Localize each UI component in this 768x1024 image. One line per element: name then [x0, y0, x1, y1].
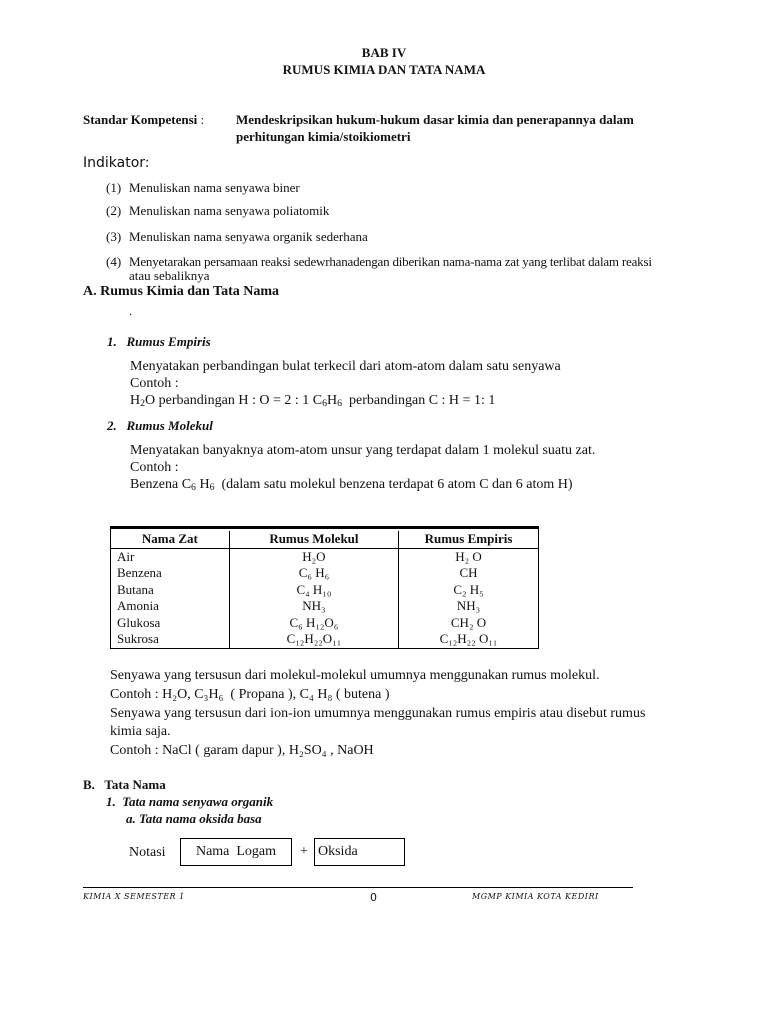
item-number: (1): [106, 180, 122, 195]
cell-empiris: H₂ O: [399, 548, 538, 565]
standar-colon: :: [200, 112, 205, 127]
item-text: Menuliskan nama senyawa poliatomik: [129, 203, 330, 218]
table-row: [111, 615, 538, 632]
indikator-item-4-cont: atau sebaliknya: [129, 268, 210, 283]
page-number: 0: [370, 891, 377, 904]
standar-label-text: Standar Kompetensi: [83, 112, 198, 127]
indikator-item-4: [106, 254, 652, 270]
footer-right: MGMP KIMIA KOTA KEDIRI: [472, 892, 599, 901]
cell-nama: Air: [117, 548, 135, 564]
standar-line2: perhitungan kimia/stoikiometri: [236, 129, 411, 144]
indikator-item-2: [106, 203, 330, 219]
section-a-heading: A. Rumus Kimia dan Tata Nama: [83, 284, 280, 299]
indikator-item-1: [106, 180, 300, 196]
item-text: Menuliskan nama senyawa biner: [129, 180, 300, 195]
para-contoh-molekul: Contoh : H₂O, C₃H₆ ( Propana ), C₄ H₈ ( butena ): [110, 687, 390, 702]
notasi-plus: +: [300, 844, 308, 859]
indikator-label: Indikator:: [83, 155, 150, 171]
footer-rule: [83, 887, 633, 888]
page-title: RUMUS KIMIA DAN TATA NAMA: [282, 62, 486, 77]
table-header-row: [111, 531, 538, 548]
subsection-oksida-basa: a. Tata nama oksida basa: [126, 811, 262, 826]
item-number: (3): [106, 229, 122, 244]
subsection-rumus-molekul: 2. Rumus Molekul: [107, 418, 213, 433]
footer-left: KIMIA X SEMESTER 1: [83, 892, 185, 901]
cell-nama: Glukosa: [117, 614, 161, 630]
cell-molekul: C₆ H₆: [229, 565, 398, 582]
item-number: (2): [106, 203, 122, 218]
cell-empiris: NH₃: [399, 598, 538, 615]
subsection-organik: 1. Tata nama senyawa organik: [106, 794, 274, 809]
notasi-box-oksida: Oksida: [314, 838, 405, 866]
table-row: [111, 565, 538, 582]
header-rumus-empiris: Rumus Empiris: [399, 531, 538, 548]
item-text: Menyetarakan persamaan reaksi sedewrhanadengan diberikan nama-nama zat yang terlibat dalam reaksi: [129, 254, 652, 269]
header-nama-zat: Nama Zat: [111, 531, 229, 548]
para-ion-cont: kimia saja.: [110, 724, 171, 739]
table-row: [111, 582, 538, 599]
cell-empiris: C₂ H₅: [399, 582, 538, 599]
molekul-contoh: Contoh :: [130, 460, 179, 475]
chapter-label: BAB IV: [361, 45, 407, 60]
standar-line1: Mendeskripsikan hukum-hukum dasar kimia dan penerapannya dalam: [236, 112, 634, 127]
cell-empiris: CH₂ O: [399, 615, 538, 632]
molekul-example: Benzena $C_6$ $H_6$ (dalam satu molekul benzena terdapat 6 atom C dan 6 atom H): [130, 477, 573, 493]
item-text: Menuliskan nama senyawa organik sederhana: [129, 229, 368, 244]
header-rumus-molekul: Rumus Molekul: [229, 531, 398, 548]
cell-molekul: H₂O: [229, 548, 398, 565]
para-molekul: Senyawa yang tersusun dari molekul-molekul umumnya menggunakan rumus molekul.: [110, 668, 600, 683]
cell-molekul: C₆ H₁₂O₆: [229, 615, 398, 632]
empiris-contoh: Contoh :: [130, 376, 179, 391]
cell-nama: Amonia: [117, 598, 159, 613]
cell-molekul: NH₃: [229, 598, 398, 615]
empiris-example: $H_2O$ perbandingan H : O = 2 : 1 $C_6H_6$ perbandingan C : H = 1: 1: [130, 393, 496, 409]
cell-nama: Sukrosa: [117, 631, 159, 646]
para-contoh-ion: Contoh : NaCl ( garam dapur ), H₂SO₄ , NaOH: [110, 743, 374, 758]
subsection-rumus-empiris: 1. Rumus Empiris: [107, 334, 211, 349]
cell-nama: Benzena: [117, 565, 162, 580]
cell-molekul: C₁₂H₂₂O₁₁: [229, 631, 398, 648]
notasi-box-nama-logam: Nama Logam: [180, 838, 292, 866]
cell-molekul: C₄ H₁₀: [229, 582, 398, 599]
indikator-item-3: [106, 229, 368, 245]
notasi-label: Notasi: [129, 845, 166, 860]
stray-dot: .: [129, 303, 133, 318]
cell-empiris: CH: [399, 565, 538, 582]
table-row: [111, 598, 538, 615]
standar-label: [83, 112, 204, 128]
para-ion: Senyawa yang tersusun dari ion-ion umumnya menggunakan rumus empiris atau disebut rumus: [110, 706, 646, 721]
cell-empiris: C₁₂H₂₂ O₁₁: [399, 631, 538, 648]
table-row: [111, 548, 538, 565]
table-row: [111, 631, 538, 648]
cell-nama: Butana: [117, 581, 154, 597]
formula-table: [110, 526, 539, 649]
empiris-desc: Menyatakan perbandingan bulat terkecil dari atom-atom dalam satu senyawa: [130, 359, 561, 374]
molekul-desc: Menyatakan banyaknya atom-atom unsur yang terdapat dalam 1 molekul suatu zat.: [130, 443, 596, 458]
section-b-heading: B. Tata Nama: [83, 777, 166, 792]
item-number: (4): [106, 254, 122, 269]
